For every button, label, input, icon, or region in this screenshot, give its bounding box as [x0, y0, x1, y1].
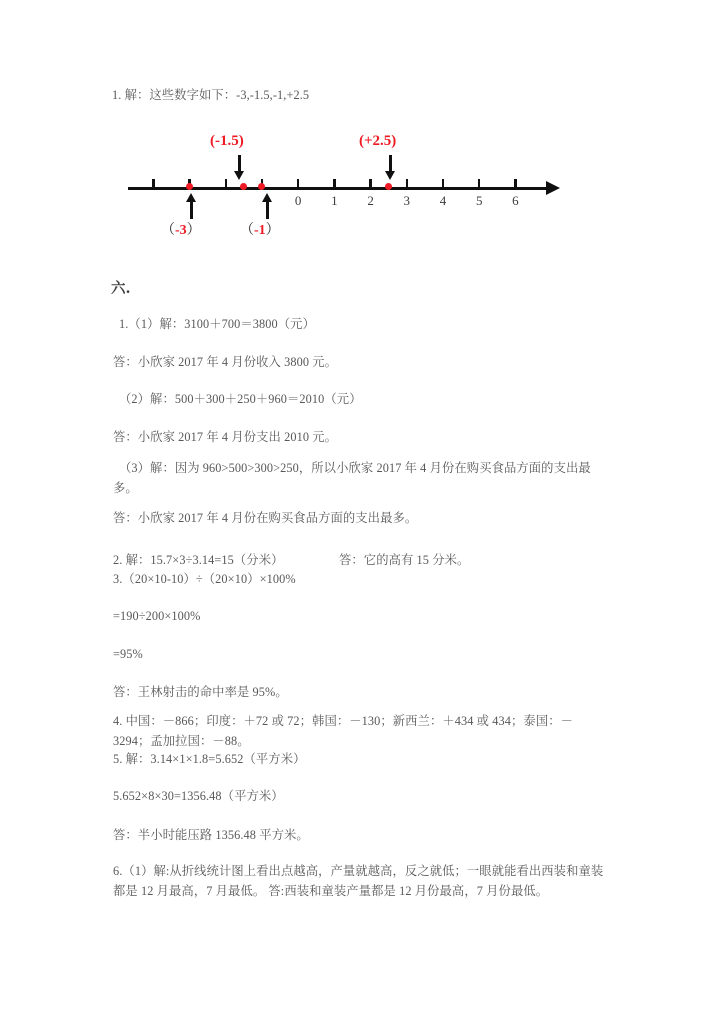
answer-block-1-1: 1.（1）解：3100＋700＝3800（元）	[119, 317, 315, 331]
tick-label-1: 1	[331, 193, 338, 208]
answer-block-1-3: （3）解：因为 960>500>300>250，所以小欣家 2017 年 4 月份在购买食品方面的支出最多。	[113, 461, 591, 495]
value-minus-3: -3	[175, 223, 187, 238]
tick-3	[406, 179, 409, 190]
answer-item-2-work: 2. 解：15.7×3÷3.14=15（分米）	[113, 553, 284, 567]
bracket-close-minus-1: ）	[265, 223, 280, 238]
answer-block-1-3-response: 答：小欣家 2017 年 4 月份在购买食品方面的支出最多。	[113, 511, 418, 525]
bracket-open-minus-3: （	[161, 223, 175, 238]
tick-4	[442, 179, 445, 190]
tick-label-4: 4	[439, 193, 447, 208]
value-minus-1: -1	[254, 223, 266, 238]
answer-item-3-line-2: =190÷200×100%	[113, 609, 201, 623]
answer-item-3-line-3: =95%	[113, 647, 143, 661]
answer-item-5-line-1: 5. 解：3.14×1×1.8=5.652（平方米）	[113, 752, 306, 766]
tick-minus4	[152, 179, 155, 190]
section-heading-six: 六.	[111, 280, 131, 297]
tick-6	[514, 179, 517, 190]
intro-line: 1. 解：这些数字如下：-3,-1.5,-1,+2.5	[112, 88, 310, 102]
tick-minus2	[225, 179, 228, 190]
number-line-figure	[110, 133, 570, 251]
answer-block-1-2-response: 答：小欣家 2017 年 4 月份支出 2010 元。	[113, 430, 338, 444]
top-annotation-minus-1-5: (-1.5)	[210, 133, 244, 149]
answer-item-2-response: 答：它的高有 15 分米。	[339, 553, 470, 567]
answer-item-6: 6.（1）解:从折线统计图上看出点越高，产量就越高，反之就低；一眼就能看出西装和童装都是 12 月最高，7 月最低。 答:西装和童装产量都是 12 月份最高，7 月份最低。	[113, 864, 604, 898]
tick-1	[333, 179, 336, 190]
answer-item-3-line-1: 3.（20×10-10）÷（20×10）×100%	[113, 572, 296, 586]
tick-2	[369, 179, 372, 190]
bracket-close-minus-3: ）	[186, 223, 201, 238]
bottom-annotation-minus-3	[161, 219, 201, 239]
tick-label-3: 3	[403, 193, 411, 208]
tick-label-5: 5	[475, 193, 483, 208]
tick-label-6: 6	[512, 193, 519, 208]
point-minus3	[186, 183, 193, 190]
axis-arrowhead-icon	[546, 181, 560, 195]
tick-label-0: 0	[294, 193, 302, 208]
answer-item-4: 4. 中国：－866；印度：＋72 或 72；韩国：－130；新西兰：＋434 或 434；泰国：－3294；孟加拉国：－88。	[113, 714, 573, 748]
answer-item-5-line-2: 5.652×8×30=1356.48（平方米）	[113, 789, 284, 803]
tick-0	[297, 179, 300, 190]
bracket-open-minus-1: （	[240, 223, 254, 238]
answer-block-1-2: （2）解：500＋300＋250＋960＝2010（元）	[119, 392, 362, 406]
tick-5	[478, 179, 481, 190]
answer-item-5-response: 答：半小时能压路 1356.48 平方米。	[113, 828, 309, 842]
top-annotation-plus-2-5: (+2.5)	[359, 133, 397, 149]
answer-item-3-response: 答：王林射击的命中率是 95%。	[113, 685, 288, 699]
bottom-annotation-minus-1	[240, 219, 280, 239]
answer-block-1-1-response: 答：小欣家 2017 年 4 月份收入 3800 元。	[113, 355, 338, 369]
tick-label-2: 2	[367, 193, 374, 208]
